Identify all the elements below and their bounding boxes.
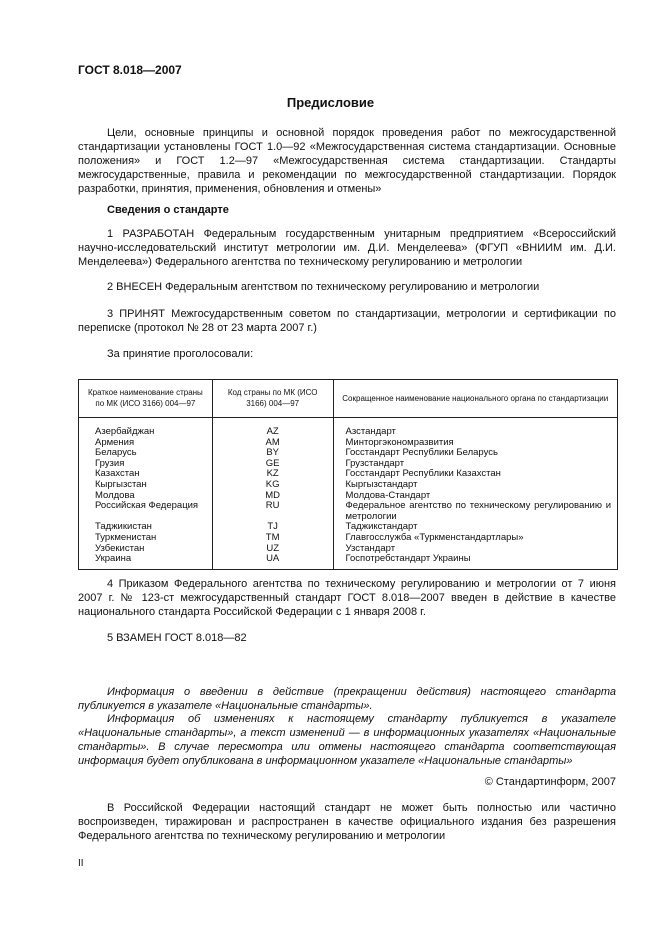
country-cell: Узбекистан	[79, 544, 213, 555]
code-cell: UA	[212, 554, 333, 569]
country-cell: Азербайджан	[79, 418, 213, 438]
page-number: II	[78, 858, 84, 869]
code-cell: KZ	[212, 469, 333, 480]
code-cell: AZ	[212, 418, 333, 438]
code-cell: RU	[212, 501, 333, 522]
country-cell: Российская Федерация	[79, 501, 213, 522]
country-cell: Таджикистан	[79, 522, 213, 533]
countries-table	[78, 379, 618, 570]
country-cell: Кыргызстан	[79, 480, 213, 491]
item-4-order: 4 Приказом Федерального агентства по техническому регулированию и метрологии от 7 июня 2007 г. № 123-ст межгосударственный стандарт ГОСТ 8.018—2007 введен в действие в качестве национального стандарта Российской Федерации с 1 января 2008 г.	[78, 578, 616, 618]
document-header: ГОСТ 8.018—2007	[78, 63, 182, 77]
org-cell: Минторгэкономразвития	[333, 438, 617, 449]
page-title: Предисловие	[286, 95, 375, 110]
col-header-code: Код страны по МК (ИСО 3166) 004—97	[212, 380, 333, 418]
info-introduction-notice: Информация о введении в действие (прекращении действия) настоящего стандарта публикуется в указателе «Национальные стандарты».	[78, 686, 616, 712]
info-changes-notice: Информация об изменениях к настоящему стандарту публикуется в указателе «Национальные стандарты», а текст изменений — в информационных указателях «Национальные стандарты». В случае пересмотра или отмены настоящего стандарта соответствующая информация будет опубликована в информационном указателе «Национальные стандарты»	[78, 713, 616, 767]
org-cell: Госстандарт Республики Беларусь	[333, 448, 617, 459]
country-cell: Грузия	[79, 459, 213, 470]
org-cell: Таджикстандарт	[333, 522, 617, 533]
code-cell: BY	[212, 448, 333, 459]
table-row	[79, 554, 618, 569]
table-header-row	[79, 380, 618, 418]
org-cell: Молдова-Стандарт	[333, 491, 617, 502]
code-cell: UZ	[212, 544, 333, 555]
code-cell: TJ	[212, 522, 333, 533]
table-row	[79, 533, 618, 544]
item-3-adopted: 3 ПРИНЯТ Межгосударственным советом по стандартизации, метрологии и сертификации по переписке (протокол № 28 от 23 марта 2007 г.)	[78, 308, 616, 334]
org-cell: Кыргызстандарт	[333, 480, 617, 491]
org-cell: Грузстандарт	[333, 459, 617, 470]
org-cell: Главгосслужба «Туркменстандартлары»	[333, 533, 617, 544]
copyright: © Стандартинформ, 2007	[484, 776, 616, 788]
code-cell: AM	[212, 438, 333, 449]
item-5-replaces: 5 ВЗАМЕН ГОСТ 8.018—82	[107, 632, 247, 644]
table-row	[79, 418, 618, 438]
code-cell: MD	[212, 491, 333, 502]
intro-paragraph: Цели, основные принципы и основной порядок проведения работ по межгосударственной стандартизации установлены ГОСТ 1.0—92 «Межгосударственная система стандартизации. Основные положения» и ГОСТ 1.2—97 «Межгосударственная система стандартизации. Стандарты межгосударственные, правила и рекомендации по межгосударственной стандартизации. Порядок разработки, принятия, применения, обновления и отмены»	[78, 127, 616, 195]
country-cell: Молдова	[79, 491, 213, 502]
org-cell: Азстандарт	[333, 418, 617, 438]
org-cell: Узстандарт	[333, 544, 617, 555]
org-cell: Госпотребстандарт Украины	[333, 554, 617, 569]
about-standard-heading: Сведения о стандарте	[107, 204, 229, 216]
org-cell: Федеральное агентство по техническому регулированию и метрологии	[333, 501, 617, 522]
country-cell: Армения	[79, 438, 213, 449]
col-header-country: Краткое наименование страны по МК (ИСО 3166) 004—97	[79, 380, 213, 418]
country-cell: Туркменистан	[79, 533, 213, 544]
country-cell: Украина	[79, 554, 213, 569]
col-header-organization: Сокращенное наименование национального органа по стандартизации	[333, 380, 617, 418]
table-row	[79, 501, 618, 522]
voted-label: За принятие проголосовали:	[107, 348, 254, 360]
code-cell: TM	[212, 533, 333, 544]
country-cell: Казахстан	[79, 469, 213, 480]
code-cell: KG	[212, 480, 333, 491]
item-2-introduced: 2 ВНЕСЕН Федеральным агентством по техническому регулированию и метрологии	[107, 281, 540, 293]
rights-notice: В Российской Федерации настоящий стандарт не может быть полностью или частично воспроизведен, тиражирован и распространен в качестве официального издания без разрешения Федерального агентства по техническому регулированию и метрологии	[78, 802, 616, 842]
country-cell: Беларусь	[79, 448, 213, 459]
code-cell: GE	[212, 459, 333, 470]
table-row	[79, 480, 618, 491]
item-1-developed: 1 РАЗРАБОТАН Федеральным государственным унитарным предприятием «Всероссийский научно-исследовательский институт метрологии им. Д.И. Менделеева» (ФГУП «ВНИИМ им. Д.И. Менделеева») Федерального агентства по техническому регулированию и метрологии	[78, 228, 616, 268]
org-cell: Госстандарт Республики Казахстан	[333, 469, 617, 480]
